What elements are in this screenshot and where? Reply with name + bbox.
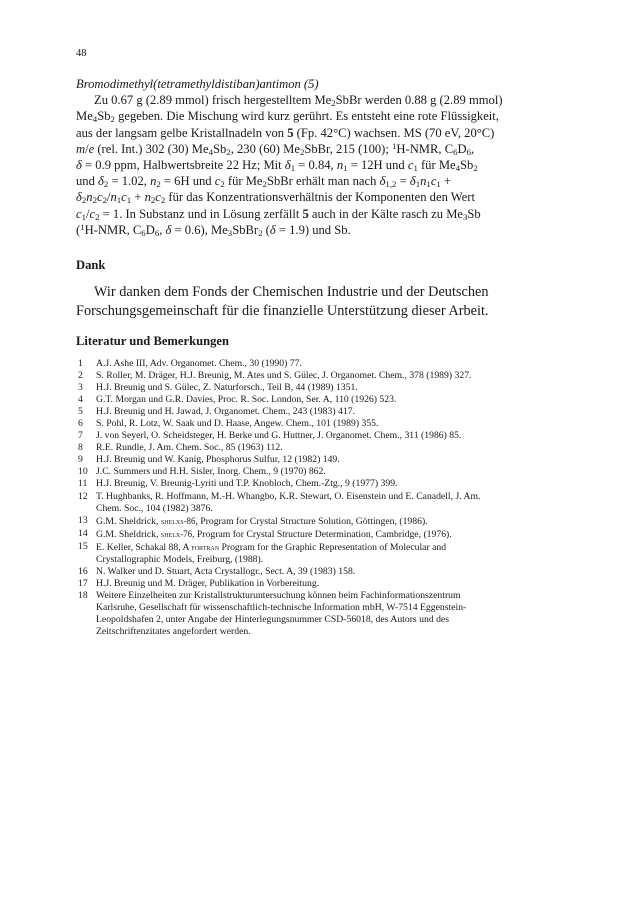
reference-item [76,382,554,394]
reference-text [96,578,554,590]
reference-number: 2 [78,370,83,382]
paragraph-line: $\delta_2n_2c_2/n_1c_1 + n_2c_2$ für das Konzentrationsverhältnis der Komponenten den Wert [76,190,475,206]
paragraph-line: Zu 0.67 g (2.89 mmol) frisch hergestelltem $Me_2SbBr$ werden 0.88 g (2.89 mmol) [94,93,503,109]
reference-text [96,430,554,442]
reference-item [76,590,554,638]
reference-line: Zeitschriftenzitates angefordert werden. [96,626,251,638]
reference-number: 8 [78,442,83,454]
reference-line: Karlsruhe, Gesellschaft für wissenschaftlich-technische Information mbH, W-7514 Eggenstein- [96,601,467,613]
reference-list [76,358,554,638]
reference-text [96,466,554,478]
reference-line: G.T. Morgan und G.R. Davies, Proc. R. Soc. London, Ser. A, 110 (1926) 523. [96,394,397,406]
reference-item [76,528,554,541]
reference-line: Chem. Soc., 104 (1982) 3876. [96,502,213,514]
reference-line: Leopoldshafen 2, unter Angabe der Hinterlegungsnummer CSD-56018, des Autors und des [96,613,449,625]
paragraph-line: aus der langsam gelbe Kristallnadeln von 5 (Fp. 42°C) wachsen. MS (70 eV, 20°C) [76,125,495,140]
reference-line: Weitere Einzelheiten zur Kristallstrukturuntersuchung können beim Fachinformationszentrum [96,589,461,601]
reference-text [96,515,554,528]
reference-line: H.J. Breunig und M. Dräger, Publikation in Vorbereitung. [96,577,320,589]
reference-line: R.E. Rundle, J. Am. Chem. Soc., 85 (1963) 112. [96,442,283,454]
reference-number: 14 [78,527,88,539]
reference-text [96,454,554,466]
reference-item [76,566,554,578]
reference-item [76,406,554,418]
reference-item [76,370,554,382]
compound-title: Bromodimethyl(tetramethyldistiban)antimon (5) [76,77,319,91]
reference-number: 5 [78,406,83,418]
reference-line: T. Hughbanks, R. Hoffmann, M.-H. Whangbo, K.R. Stewart, O. Eisenstein und E. Canadell, J. Am. [96,490,481,502]
reference-number: 6 [78,418,83,430]
reference-item [76,578,554,590]
paragraph-line: m/e (rel. Int.) 302 (30) $Me_4Sb_2$, 230 (60) $Me_2SbBr$, 215 (100); $^1$H-NMR, $C_6D_6$, [76,140,475,158]
reference-number: 1 [78,358,83,369]
reference-line: S. Pohl, R. Lotz, W. Saak und D. Haase, Angew. Chem., 101 (1989) 355. [96,418,379,430]
reference-item [76,418,554,430]
acknowledgement-heading: Dank [76,258,106,272]
reference-text [96,491,554,515]
reference-item [76,358,554,370]
reference-number: 16 [78,565,88,577]
reference-number: 12 [78,490,88,502]
reference-item [76,478,554,490]
reference-item [76,466,554,478]
reference-line: J. von Seyerl, O. Scheidsteger, H. Berke und G. Huttner, J. Organomet. Chem., 311 (1986) 85. [96,430,462,442]
reference-line: S. Roller, M. Dräger, H.J. Breunig, M. Ates und S. Gülec, J. Organomet. Chem., 378 (1989) 327. [96,370,472,382]
reference-text [96,418,554,430]
reference-line: H.J. Breunig und W. Kanig, Phosphorus Sulfur, 12 (1982) 149. [96,454,340,466]
reference-number: 9 [78,454,83,466]
paragraph-line: $Me_4Sb_2$ gegeben. Die Mischung wird kurz gerührt. Es entsteht eine rote Flüssigkeit, [76,109,499,125]
literature-heading: Literatur und Bemerkungen [76,334,230,348]
reference-text [96,478,554,490]
reference-text [96,382,554,394]
reference-number: 17 [78,577,88,589]
reference-line: A.J. Ashe III, Adv. Organomet. Chem., 30 (1990) 77. [96,358,302,369]
experimental-paragraph [76,92,554,238]
reference-text [96,394,554,406]
reference-line: J.C. Summers und H.H. Sisler, Inorg. Chem., 9 (1970) 862. [96,466,326,478]
reference-line: N. Walker und D. Stuart, Acta Crystallogr., Sect. A, 39 (1983) 158. [96,565,356,577]
reference-line: G.M. Sheldrick, shelxs-86, Program for Crystal Structure Solution, Göttingen, (1986). [96,515,428,527]
paragraph-line: und $\delta_2 = 1.02$, $n_2 = 6H$ und $c_2$ für $Me_2SbBr$ erhält man nach $\delta_{1,2} = \delta_1n_1c_1$ + [76,174,452,190]
reference-line: H.J. Breunig und S. Gülec, Z. Naturforsch., Teil B, 44 (1989) 1351. [96,382,358,394]
reference-number: 7 [78,430,83,442]
acknowledgement-line: Forschungsgemeinschaft für die finanzielle Unterstützung dieser Arbeit. [76,302,489,319]
paragraph-line: $c_1/c_2 = 1$. In Substanz und in Lösung zerfällt 5 auch in der Kälte rasch zu $Me_3Sb$ [76,206,481,222]
reference-text [96,541,554,566]
reference-number: 18 [78,589,88,601]
reference-item [76,541,554,566]
reference-text [96,566,554,578]
reference-text [96,590,554,638]
reference-item [76,491,554,515]
reference-number: 13 [78,514,88,526]
reference-item [76,442,554,454]
acknowledgement-text [76,283,554,320]
reference-item [76,394,554,406]
reference-item [76,515,554,528]
reference-number: 3 [78,382,83,394]
reference-number: 10 [78,466,88,478]
reference-text [96,358,554,370]
reference-line: Crystallographic Models, Freiburg, (1988). [96,553,264,565]
reference-line: H.J. Breunig und H. Jawad, J. Organomet. Chem., 243 (1983) 417. [96,406,355,418]
page-number: 48 [76,48,87,59]
paragraph-line: ($^1$H-NMR, $C_6D_6$, δ = 0.6), $Me_3SbBr_2$ (δ = 1.9) und Sb. [76,221,351,239]
reference-line: G.M. Sheldrick, shelx-76, Program for Crystal Structure Determination, Cambridge, (1976). [96,528,452,540]
reference-item [76,454,554,466]
reference-number: 11 [78,478,88,490]
reference-text [96,370,554,382]
acknowledgement-line: Wir danken dem Fonds der Chemischen Industrie und der Deutschen [94,284,489,300]
reference-text [96,442,554,454]
reference-text [96,528,554,541]
reference-number: 15 [78,540,88,552]
reference-line: H.J. Breunig, V. Breunig-Lyriti und T.P. Knobloch, Chem.-Ztg., 9 (1977) 399. [96,478,398,490]
reference-number: 4 [78,394,83,406]
experimental-section [76,76,554,238]
paragraph-line: δ = 0.9 ppm, Halbwertsbreite 22 Hz; Mit $\delta_1 = 0.84$, $n_1 = 12H$ und $c_1$ für $Me_4Sb_2$ [76,158,478,174]
reference-line: E. Keller, Schakal 88, A fortran Program for the Graphic Representation of Molecular and [96,541,447,553]
reference-item [76,430,554,442]
reference-text [96,406,554,418]
